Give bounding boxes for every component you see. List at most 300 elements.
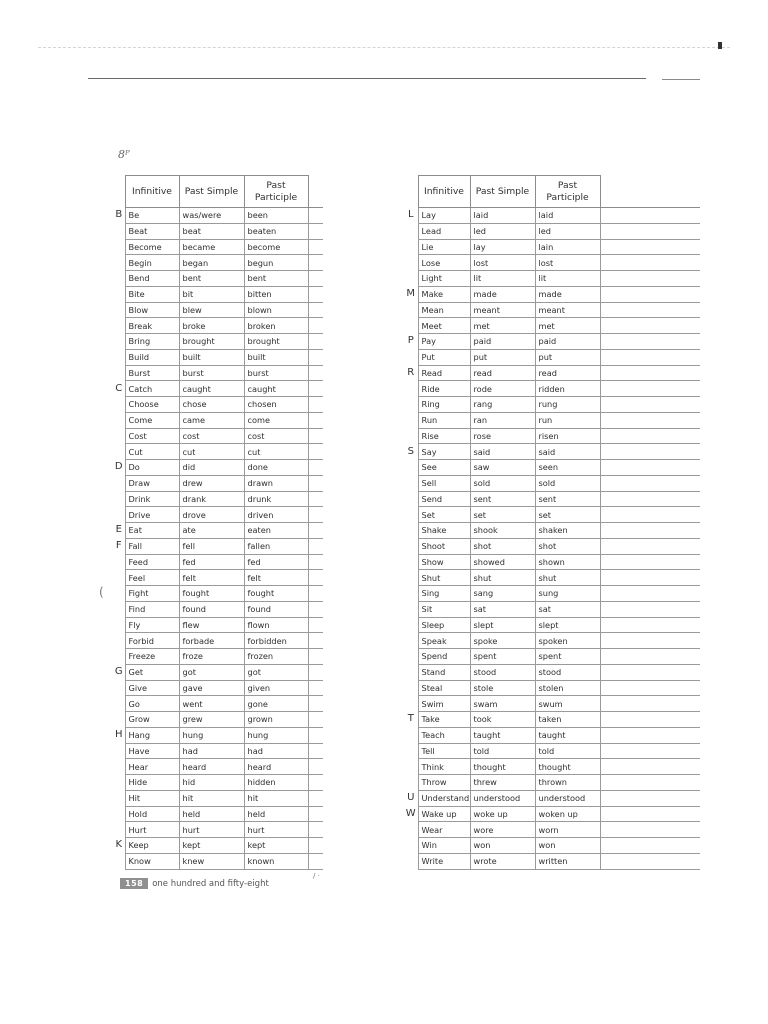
page-footer: [120, 878, 269, 889]
table-row: [113, 239, 323, 255]
index-letter: [404, 570, 418, 586]
cell-infinitive: Ride: [418, 381, 470, 397]
index-letter: R: [407, 366, 415, 378]
table-row: [404, 570, 700, 586]
table-row: [404, 365, 700, 381]
cell-notes: [308, 727, 323, 743]
index-letter: [113, 586, 125, 602]
cell-infinitive: Read: [418, 365, 470, 381]
cell-notes: [600, 696, 700, 712]
cell-infinitive: Sing: [418, 586, 470, 602]
table-row: [404, 255, 700, 271]
cell-infinitive: Lead: [418, 223, 470, 239]
index-letter: [404, 318, 418, 334]
page-number-text: one hundred and fifty-eight: [152, 878, 269, 889]
cell-past-simple: ran: [470, 412, 535, 428]
cell-infinitive: Get: [125, 664, 179, 680]
cell-past-participle: run: [535, 412, 600, 428]
cell-infinitive: Show: [418, 554, 470, 570]
cell-past-simple: shut: [470, 570, 535, 586]
cell-past-simple: bit: [179, 286, 244, 302]
cell-past-participle: bent: [244, 271, 308, 287]
cell-notes: [600, 286, 700, 302]
cell-past-simple: put: [470, 349, 535, 365]
table-row: [404, 601, 700, 617]
cell-past-simple: hurt: [179, 822, 244, 838]
table-row: [404, 412, 700, 428]
cell-infinitive: Lie: [418, 239, 470, 255]
cell-infinitive: Rise: [418, 428, 470, 444]
cell-notes: [308, 806, 323, 822]
table-row: [113, 412, 323, 428]
table-row: [113, 790, 323, 806]
index-letter: [404, 428, 418, 444]
scan-mark: / ·: [313, 872, 320, 880]
cell-infinitive: Burst: [125, 365, 179, 381]
table-row: [113, 349, 323, 365]
margin-mark: (: [99, 585, 104, 599]
scan-corner-mark: [718, 42, 722, 49]
index-letter: [404, 491, 418, 507]
index-letter: [113, 617, 125, 633]
table-row: [404, 381, 700, 397]
cell-past-simple: laid: [470, 208, 535, 224]
cell-past-participle: forbidden: [244, 633, 308, 649]
header-infinitive: Infinitive: [125, 176, 179, 208]
cell-notes: [600, 365, 700, 381]
table-row: [404, 680, 700, 696]
cell-infinitive: Light: [418, 271, 470, 287]
cell-past-simple: took: [470, 712, 535, 728]
index-letter: [404, 617, 418, 633]
cell-infinitive: Come: [125, 412, 179, 428]
cell-infinitive: Sell: [418, 475, 470, 491]
cell-past-participle: broken: [244, 318, 308, 334]
scan-page-edge: [38, 47, 730, 48]
cell-past-simple: fell: [179, 538, 244, 554]
cell-past-participle: caught: [244, 381, 308, 397]
table-row: [113, 318, 323, 334]
cell-past-participle: burst: [244, 365, 308, 381]
cell-notes: [600, 444, 700, 460]
table-row: [113, 853, 323, 869]
cell-notes: [308, 491, 323, 507]
cell-notes: [308, 302, 323, 318]
cell-past-participle: known: [244, 853, 308, 869]
cell-past-participle: made: [535, 286, 600, 302]
cell-past-simple: taught: [470, 727, 535, 743]
index-letter: [113, 790, 125, 806]
cell-past-participle: laid: [535, 208, 600, 224]
cell-past-participle: eaten: [244, 523, 308, 539]
table-row: [404, 775, 700, 791]
table-row: [404, 523, 700, 539]
table-row: [113, 617, 323, 633]
cell-notes: [600, 334, 700, 350]
cell-past-simple: rode: [470, 381, 535, 397]
cell-past-simple: lay: [470, 239, 535, 255]
index-letter: [404, 649, 418, 665]
cell-infinitive: Draw: [125, 475, 179, 491]
cell-infinitive: Forbid: [125, 633, 179, 649]
index-letter: [404, 507, 418, 523]
cell-past-simple: came: [179, 412, 244, 428]
index-letter: [404, 775, 418, 791]
cell-past-participle: rung: [535, 397, 600, 413]
cell-past-simple: held: [179, 806, 244, 822]
cell-notes: [600, 838, 700, 854]
table-row: [404, 853, 700, 869]
cell-infinitive: Hit: [125, 790, 179, 806]
cell-past-simple: built: [179, 349, 244, 365]
cell-infinitive: Make: [418, 286, 470, 302]
index-letter: [113, 428, 125, 444]
cell-past-simple: sat: [470, 601, 535, 617]
header-notes: [308, 176, 323, 208]
cell-past-simple: won: [470, 838, 535, 854]
cell-past-participle: grown: [244, 712, 308, 728]
page-number-badge: 158: [120, 878, 148, 889]
cell-notes: [308, 775, 323, 791]
cell-notes: [308, 475, 323, 491]
index-letter: M: [406, 288, 416, 300]
cell-past-participle: set: [535, 507, 600, 523]
table-row: [404, 538, 700, 554]
cell-past-participle: led: [535, 223, 600, 239]
cell-notes: [600, 664, 700, 680]
cell-infinitive: Feed: [125, 554, 179, 570]
cell-infinitive: Mean: [418, 302, 470, 318]
cell-past-participle: flown: [244, 617, 308, 633]
cell-notes: [600, 617, 700, 633]
cell-past-participle: woken up: [535, 806, 600, 822]
cell-infinitive: Write: [418, 853, 470, 869]
cell-infinitive: Sit: [418, 601, 470, 617]
index-letter: [404, 397, 418, 413]
cell-past-participle: begun: [244, 255, 308, 271]
cell-past-simple: meant: [470, 302, 535, 318]
cell-notes: [600, 271, 700, 287]
cell-past-simple: became: [179, 239, 244, 255]
table-row: [113, 475, 323, 491]
cell-past-simple: hit: [179, 790, 244, 806]
table-row: [404, 475, 700, 491]
irregular-verbs-table-left: [113, 175, 323, 870]
table-row: [113, 334, 323, 350]
cell-past-simple: forbade: [179, 633, 244, 649]
cell-infinitive: Find: [125, 601, 179, 617]
cell-past-participle: thrown: [535, 775, 600, 791]
cell-infinitive: Stand: [418, 664, 470, 680]
cell-notes: [308, 444, 323, 460]
cell-past-simple: was/were: [179, 208, 244, 224]
cell-infinitive: Swim: [418, 696, 470, 712]
cell-past-simple: knew: [179, 853, 244, 869]
cell-past-simple: met: [470, 318, 535, 334]
table-row: [113, 507, 323, 523]
cell-past-participle: lain: [535, 239, 600, 255]
cell-infinitive: Blow: [125, 302, 179, 318]
cell-past-simple: did: [179, 460, 244, 476]
cell-notes: [600, 554, 700, 570]
index-letter: [113, 444, 125, 460]
table-row: [404, 397, 700, 413]
cell-infinitive: Build: [125, 349, 179, 365]
index-letter: [404, 271, 418, 287]
cell-notes: [600, 381, 700, 397]
index-letter: [113, 775, 125, 791]
cell-past-participle: taught: [535, 727, 600, 743]
cell-infinitive: Pay: [418, 334, 470, 350]
cell-notes: [600, 680, 700, 696]
index-letter: [113, 806, 125, 822]
cell-notes: [308, 759, 323, 775]
table-row: [404, 712, 700, 728]
table-row: [113, 759, 323, 775]
table-row: [113, 822, 323, 838]
cell-infinitive: Have: [125, 743, 179, 759]
cell-past-simple: kept: [179, 838, 244, 854]
cell-past-participle: done: [244, 460, 308, 476]
cell-past-participle: won: [535, 838, 600, 854]
table-row: [113, 554, 323, 570]
index-letter: D: [114, 461, 123, 473]
cell-past-simple: read: [470, 365, 535, 381]
index-letter: [404, 696, 418, 712]
cell-past-participle: got: [244, 664, 308, 680]
cell-infinitive: Bend: [125, 271, 179, 287]
index-letter: [404, 727, 418, 743]
table-row: [113, 381, 323, 397]
cell-past-participle: spoken: [535, 633, 600, 649]
index-letter: S: [407, 445, 414, 457]
handwritten-note: 8ᴾ: [118, 148, 130, 161]
cell-past-simple: wore: [470, 822, 535, 838]
index-letter: [113, 680, 125, 696]
header-notes: [600, 176, 700, 208]
cell-past-simple: brought: [179, 334, 244, 350]
cell-past-participle: hit: [244, 790, 308, 806]
cell-past-simple: understood: [470, 790, 535, 806]
cell-infinitive: Sleep: [418, 617, 470, 633]
index-letter: [113, 397, 125, 413]
cell-past-participle: fallen: [244, 538, 308, 554]
cell-infinitive: Drive: [125, 507, 179, 523]
index-letter: [113, 302, 125, 318]
cell-notes: [308, 428, 323, 444]
cell-notes: [308, 790, 323, 806]
cell-past-participle: had: [244, 743, 308, 759]
cell-notes: [308, 208, 323, 224]
cell-notes: [600, 743, 700, 759]
cell-past-simple: ate: [179, 523, 244, 539]
cell-notes: [308, 554, 323, 570]
cell-notes: [308, 255, 323, 271]
cell-notes: [600, 428, 700, 444]
table-row: [113, 649, 323, 665]
cell-past-participle: given: [244, 680, 308, 696]
cell-infinitive: Speak: [418, 633, 470, 649]
cell-past-simple: shot: [470, 538, 535, 554]
cell-notes: [308, 349, 323, 365]
index-letter: [113, 822, 125, 838]
table-row: [404, 286, 700, 302]
cell-past-participle: stolen: [535, 680, 600, 696]
cell-infinitive: Lose: [418, 255, 470, 271]
cell-past-simple: wrote: [470, 853, 535, 869]
cell-past-simple: showed: [470, 554, 535, 570]
index-letter: [113, 475, 125, 491]
table-row: [404, 334, 700, 350]
cell-notes: [308, 239, 323, 255]
cell-past-participle: sold: [535, 475, 600, 491]
cell-past-simple: rang: [470, 397, 535, 413]
cell-past-participle: sat: [535, 601, 600, 617]
cell-past-simple: grew: [179, 712, 244, 728]
cell-infinitive: Hold: [125, 806, 179, 822]
cell-past-participle: drawn: [244, 475, 308, 491]
table-row: [404, 239, 700, 255]
cell-notes: [308, 822, 323, 838]
table-row: [404, 302, 700, 318]
index-letter: [404, 680, 418, 696]
letter-header: [404, 176, 418, 208]
cell-past-simple: spent: [470, 649, 535, 665]
cell-past-participle: hurt: [244, 822, 308, 838]
table-row: [404, 460, 700, 476]
table-row: [404, 743, 700, 759]
index-letter: [404, 664, 418, 680]
cell-notes: [600, 775, 700, 791]
irregular-verbs-table-right: [404, 175, 700, 870]
cell-past-simple: slept: [470, 617, 535, 633]
table-row: [404, 822, 700, 838]
index-letter: [113, 365, 125, 381]
cell-notes: [600, 538, 700, 554]
table-row: [404, 838, 700, 854]
index-letter: [113, 743, 125, 759]
table-row: [113, 302, 323, 318]
cell-infinitive: Know: [125, 853, 179, 869]
cell-past-participle: taken: [535, 712, 600, 728]
letter-header: [113, 176, 125, 208]
cell-notes: [600, 397, 700, 413]
cell-past-participle: sent: [535, 491, 600, 507]
index-letter: [113, 649, 125, 665]
cell-past-participle: put: [535, 349, 600, 365]
index-letter: [404, 586, 418, 602]
cell-infinitive: Spend: [418, 649, 470, 665]
cell-past-simple: found: [179, 601, 244, 617]
cell-infinitive: Fly: [125, 617, 179, 633]
cell-past-simple: broke: [179, 318, 244, 334]
cell-notes: [308, 523, 323, 539]
cell-infinitive: Fight: [125, 586, 179, 602]
cell-past-simple: cost: [179, 428, 244, 444]
index-letter: [404, 460, 418, 476]
cell-past-participle: lost: [535, 255, 600, 271]
cell-infinitive: Drink: [125, 491, 179, 507]
cell-infinitive: Understand: [418, 790, 470, 806]
cell-past-simple: felt: [179, 570, 244, 586]
cell-infinitive: Catch: [125, 381, 179, 397]
cell-past-participle: come: [244, 412, 308, 428]
cell-past-participle: bitten: [244, 286, 308, 302]
cell-notes: [600, 649, 700, 665]
cell-infinitive: Go: [125, 696, 179, 712]
table-row: [404, 586, 700, 602]
cell-notes: [600, 223, 700, 239]
index-letter: [404, 853, 418, 869]
cell-infinitive: Become: [125, 239, 179, 255]
cell-past-simple: made: [470, 286, 535, 302]
cell-past-simple: fought: [179, 586, 244, 602]
cell-past-participle: gone: [244, 696, 308, 712]
index-letter: [404, 743, 418, 759]
cell-infinitive: Throw: [418, 775, 470, 791]
cell-infinitive: Send: [418, 491, 470, 507]
table-row: [404, 664, 700, 680]
cell-infinitive: Choose: [125, 397, 179, 413]
cell-past-participle: found: [244, 601, 308, 617]
cell-past-simple: lost: [470, 255, 535, 271]
cell-notes: [600, 475, 700, 491]
cell-infinitive: Freeze: [125, 649, 179, 665]
cell-infinitive: Lay: [418, 208, 470, 224]
header-past-simple: Past Simple: [470, 176, 535, 208]
cell-past-simple: told: [470, 743, 535, 759]
table-row: [113, 712, 323, 728]
header-past-participle: Past Participle: [244, 176, 308, 208]
cell-notes: [308, 397, 323, 413]
cell-past-participle: ridden: [535, 381, 600, 397]
index-letter: [404, 239, 418, 255]
cell-past-simple: stood: [470, 664, 535, 680]
index-letter: U: [407, 792, 415, 804]
cell-infinitive: Set: [418, 507, 470, 523]
table-row: [113, 664, 323, 680]
cell-past-simple: set: [470, 507, 535, 523]
cell-infinitive: Win: [418, 838, 470, 854]
cell-past-participle: kept: [244, 838, 308, 854]
table-row: [113, 838, 323, 854]
cell-infinitive: Put: [418, 349, 470, 365]
index-letter: W: [405, 807, 416, 819]
right-table-body: [404, 208, 700, 870]
cell-notes: [600, 460, 700, 476]
index-letter: [404, 381, 418, 397]
cell-past-participle: slept: [535, 617, 600, 633]
index-letter: G: [114, 666, 123, 678]
cell-past-simple: drove: [179, 507, 244, 523]
cell-infinitive: Break: [125, 318, 179, 334]
index-letter: [113, 255, 125, 271]
index-letter: [404, 223, 418, 239]
cell-notes: [600, 790, 700, 806]
cell-past-participle: risen: [535, 428, 600, 444]
header-rule: [88, 78, 646, 79]
cell-past-participle: shaken: [535, 523, 600, 539]
cell-notes: [600, 318, 700, 334]
cell-past-simple: sold: [470, 475, 535, 491]
cell-past-participle: brought: [244, 334, 308, 350]
cell-past-participle: driven: [244, 507, 308, 523]
cell-notes: [308, 586, 323, 602]
cell-past-participle: written: [535, 853, 600, 869]
index-letter: [113, 412, 125, 428]
index-letter: L: [407, 209, 414, 221]
cell-infinitive: Hear: [125, 759, 179, 775]
